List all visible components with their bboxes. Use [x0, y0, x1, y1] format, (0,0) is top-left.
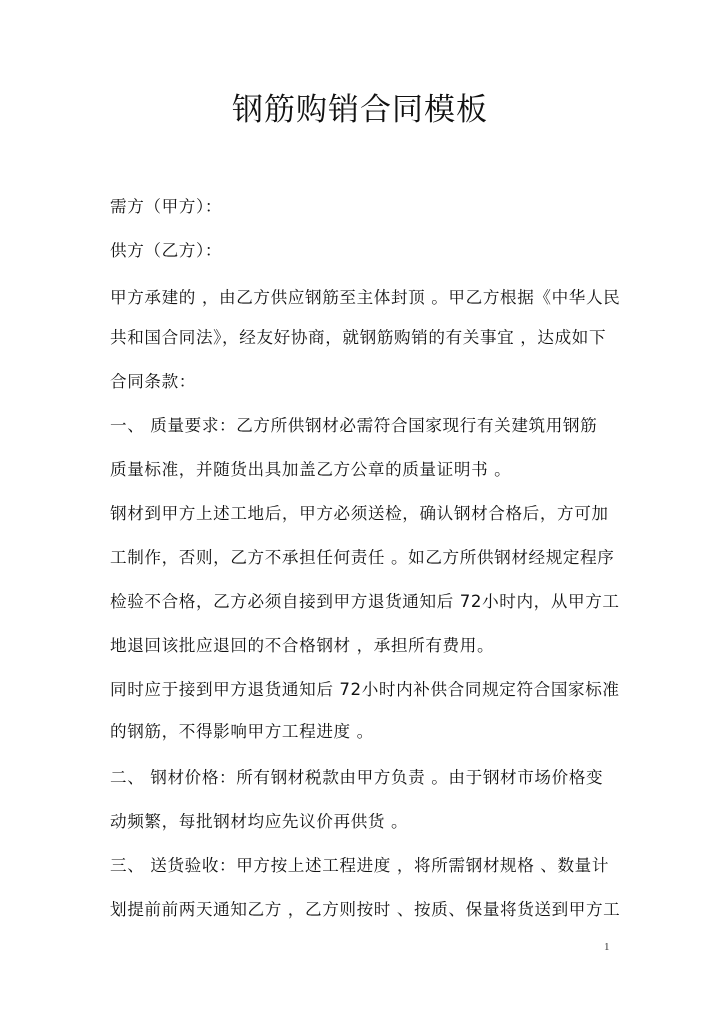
clause-1-line-7: 同时应于接到甲方退货通知后 72小时内补供合同规定符合国家标准	[110, 680, 620, 699]
clause-1-line-1: 一、 质量要求：乙方所供钢材必需符合国家现行有关建筑用钢筋	[110, 416, 598, 435]
clause-3-line-2: 划提前前两天通知乙方 ，乙方则按时 、按质、保量将货送到甲方工	[110, 900, 621, 919]
preamble-line-1: 甲方承建的 ，由乙方供应钢筋至主体封顶 。甲乙方根据《中华人民	[110, 288, 621, 307]
preamble-line-3: 合同条款：	[110, 372, 196, 391]
clause-1-line-6: 地退回该批应退回的不合格钢材 ，承担所有费用。	[110, 636, 495, 655]
clause-1-line-8: 的钢筋，不得影响甲方工程进度 。	[110, 722, 374, 741]
preamble-line-2: 共和国合同法》，经友好协商，就钢筋购销的有关事宜 ，达成如下	[110, 328, 607, 347]
clause-1-line-3: 钢材到甲方上述工地后，甲方必须送检，确认钢材合格后，方可加	[110, 504, 609, 523]
clause-2-line-1: 二、 钢材价格：所有钢材税款由甲方负责 。由于钢材市场价格变	[110, 768, 604, 787]
clause-1-line-4: 工制作，否则，乙方不承担任何责任 。如乙方所供钢材经规定程序	[110, 548, 615, 567]
clause-1-line-2: 质量标准，并随货出具加盖乙方公章的质量证明书 。	[110, 460, 512, 479]
page-number: 1	[604, 941, 610, 953]
document-title: 钢筋购销合同模板	[232, 92, 488, 128]
clause-1-line-5: 检验不合格，乙方必须自接到甲方退货通知后 72小时内，从甲方工	[110, 592, 620, 611]
clause-2-line-2: 动频繁，每批钢材均应先议价再供货 。	[110, 812, 409, 831]
seller-party-line: 供方（乙方）：	[110, 241, 223, 260]
clause-3-line-1: 三、 送货验收：甲方按上述工程进度 ，将所需钢材规格 、数量计	[110, 856, 610, 875]
buyer-party-line: 需方（甲方）：	[110, 197, 223, 216]
